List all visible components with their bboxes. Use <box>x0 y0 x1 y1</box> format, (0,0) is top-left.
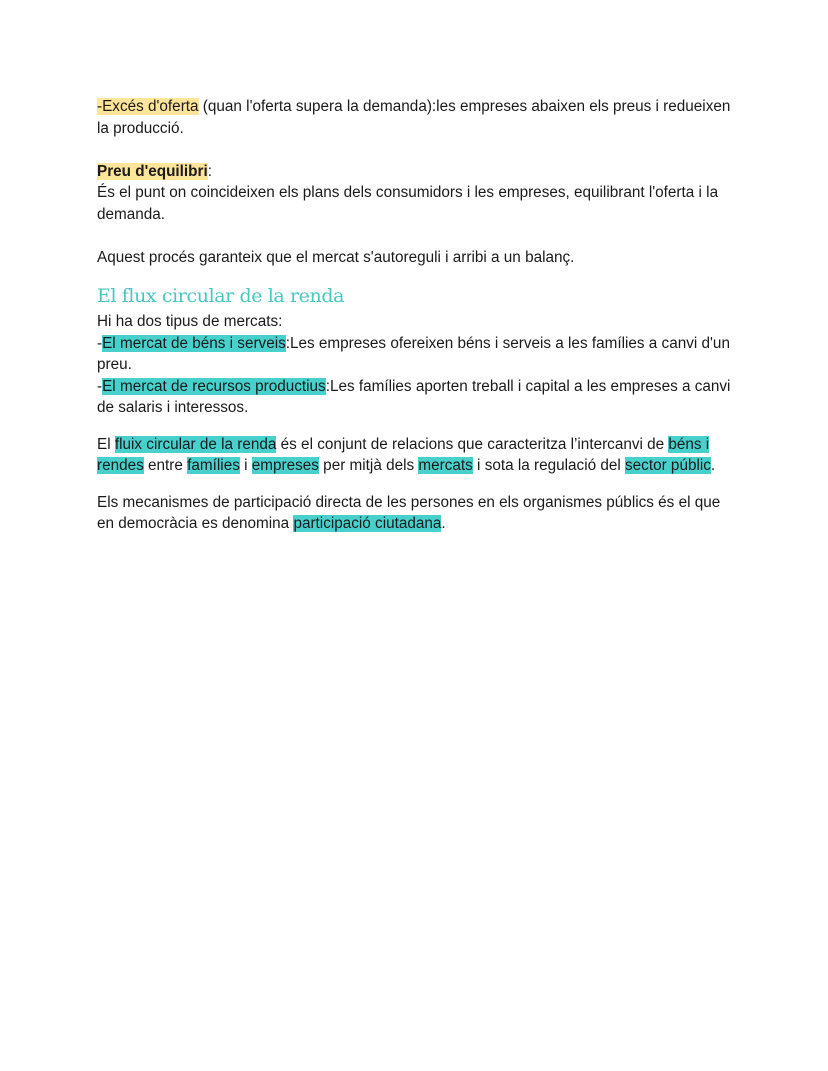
excess-supply-term: -Excés d'oferta <box>97 98 199 115</box>
equilibrium-term: Preu d'equilibri <box>97 162 208 180</box>
highlight-term: sector públic <box>625 457 711 474</box>
markets-intro: Hi ha dos tipus de mercats: <box>97 313 283 330</box>
market-term: El mercat de recursos productius <box>102 377 326 395</box>
equilibrium-definition: És el punt on coincideixen els plans dels consumidors i les empreses, equilibrant l'oferta i la demanda. <box>97 184 719 223</box>
highlight-term: participació ciutadana <box>293 515 442 532</box>
conclusion-paragraph: Aquest procés garanteix que el mercat s'autoreguli i arribi a un balanç. <box>97 248 575 266</box>
document-page <box>97 96 737 535</box>
circular-flow-definition: El fluix circular de la renda és el conjunt de relacions que caracteritza l’intercanvi de béns i rendes entre famílies i empreses per mitjà dels mercats i sota la regulació del sector públic. <box>97 435 716 474</box>
market-item: -El mercat de recursos productius:Les famílies aporten treball i capital a les empreses a canvi de salaris i interessos. <box>97 377 731 416</box>
highlight-term: fluix circular de la renda <box>114 435 277 453</box>
participation-paragraph: Els mecanismes de participació directa de les persones en els organismes públics és el que en democràcia es denomina participació ciutadana. <box>97 493 721 532</box>
market-item: -El mercat de béns i serveis:Les empreses ofereixen béns i serveis a les famílies a canvi d'un preu. <box>97 334 730 373</box>
market-term: El mercat de béns i serveis <box>102 334 286 352</box>
highlight-term: mercats <box>418 457 473 474</box>
highlight-term: empreses <box>251 457 319 474</box>
equilibrium-title: Preu d'equilibri: <box>97 162 212 180</box>
excess-supply-paragraph: -Excés d'oferta (quan l'oferta supera la demanda):les empreses abaixen els preus i redueixen la producció. <box>97 98 731 137</box>
section-heading: El flux circular de la renda <box>97 285 345 307</box>
highlight-term: famílies <box>187 457 240 474</box>
highlight-term: béns i rendes <box>97 435 710 474</box>
